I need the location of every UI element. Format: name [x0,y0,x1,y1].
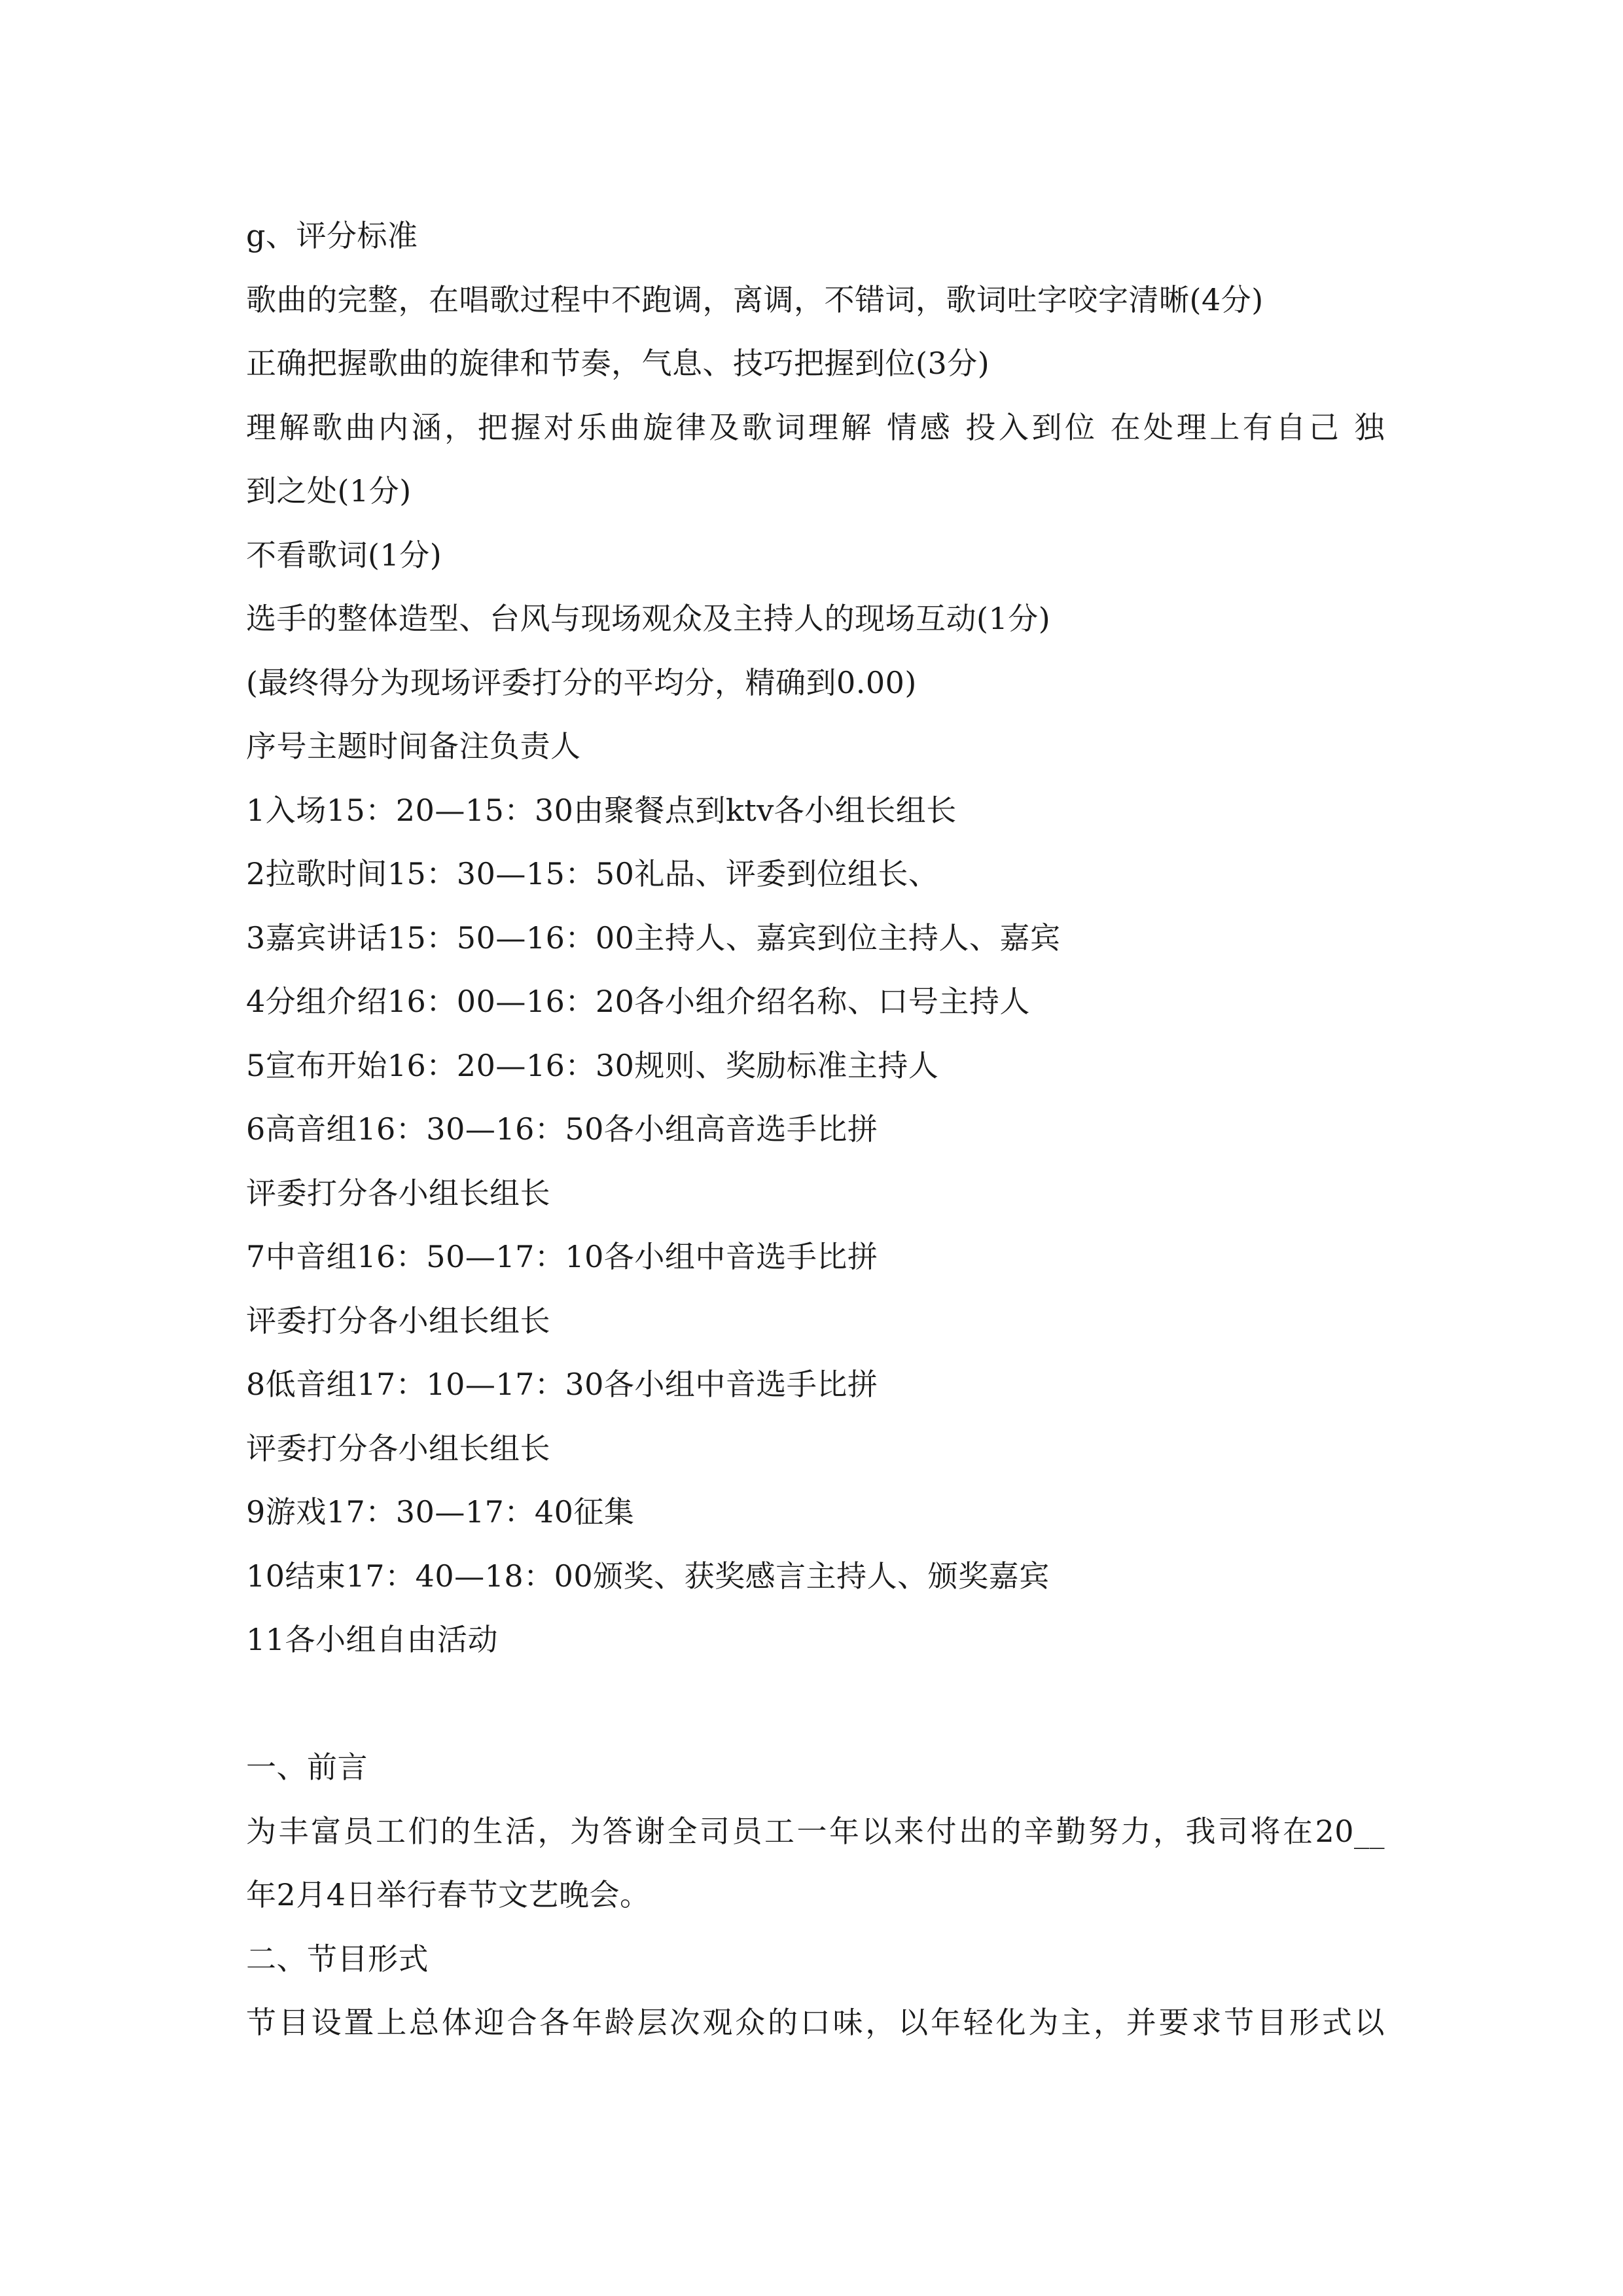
schedule-row: 2拉歌时间15：30—15：50礼品、评委到位组长、 [246,856,939,891]
criteria-note: (最终得分为现场评委打分的平均分，精确到0.00) [246,664,917,700]
schedule-row: 1入场15：20—15：30由聚餐点到ktv各小组长组长 [246,792,957,828]
paragraph-line: 节目设置上总体迎合各年龄层次观众的口味，以年轻化为主，并要求节目形式以 [246,2005,1385,2040]
schedule-row: 11各小组自由活动 [246,1622,499,1657]
criteria-line: 理解歌曲内涵，把握对乐曲旋律及歌词理解 情感 投入到位 在处理上有自己 独 [246,409,1385,445]
blank-line [246,1672,1385,1736]
schedule-header: 序号主题时间备注负责人 [246,728,581,764]
schedule-row: 6高音组16：30—16：50各小组高音选手比拼 [246,1111,878,1147]
schedule-row: 5宣布开始16：20—16：30规则、奖励标准主持人 [246,1047,939,1083]
schedule-row: 8低音组17：10—17：30各小组中音选手比拼 [246,1367,878,1402]
section-2-heading: 二、节目形式 [246,1941,429,1977]
schedule-row: 9游戏17：30—17：40征集 [246,1494,635,1530]
schedule-row: 评委打分各小组长组长 [246,1430,550,1466]
schedule-row: 评委打分各小组长组长 [246,1302,550,1338]
schedule-row: 10结束17：40—18：00颁奖、获奖感言主持人、颁奖嘉宾 [246,1558,1050,1594]
schedule-row: 4分组介绍16：00—16：20各小组介绍名称、口号主持人 [246,984,1030,1019]
criteria-line: 正确把握歌曲的旋律和节奏，气息、技巧把握到位(3分) [246,346,990,381]
paragraph-line: 为丰富员工们的生活，为答谢全司员工一年以来付出的辛勤努力，我司将在20__ [246,1813,1385,1849]
criteria-line: 选手的整体造型、台风与现场观众及主持人的现场互动(1分) [246,601,1051,636]
document-body [246,204,1385,2055]
criteria-line: 不看歌词(1分) [246,537,442,573]
paragraph-line: 年2月4日举行春节文艺晚会。 [246,1877,651,1912]
schedule-row: 7中音组16：50—17：10各小组中音选手比拼 [246,1239,878,1274]
section-1-heading: 一、前言 [246,1749,368,1785]
schedule-row: 3嘉宾讲话15：50—16：00主持人、嘉宾到位主持人、嘉宾 [246,920,1061,956]
section-g-heading: g、评分标准 [246,218,418,253]
schedule-row: 评委打分各小组长组长 [246,1175,550,1211]
criteria-line: 歌曲的完整，在唱歌过程中不跑调，离调，不错词，歌词吐字咬字清晰(4分) [246,281,1264,317]
criteria-line: 到之处(1分) [246,473,412,509]
